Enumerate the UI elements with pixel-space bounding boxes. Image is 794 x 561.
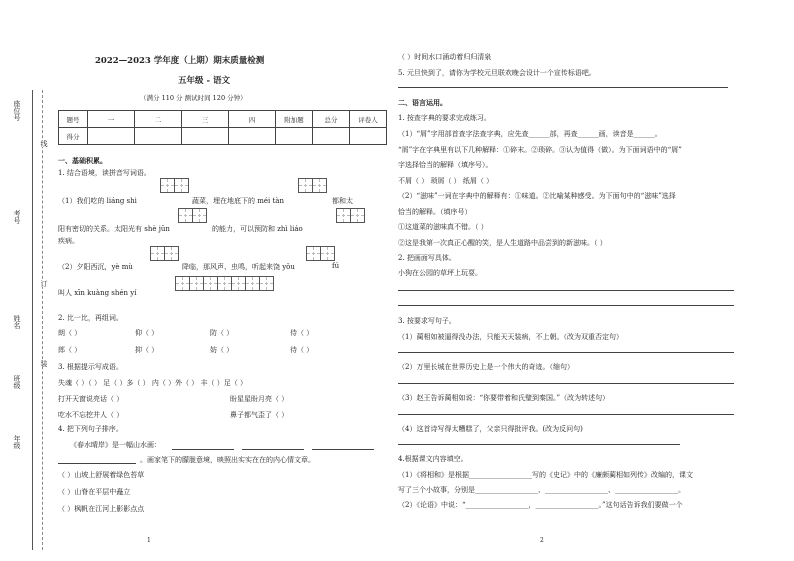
r3-answer-line-1[interactable] <box>398 352 734 353</box>
q1-line1a: （1）我们吃的 liáng shi <box>58 197 137 205</box>
q2-row2-a: 郎（ ） <box>58 346 82 354</box>
r2-answer-line-2[interactable] <box>398 305 734 306</box>
q4-blank-2[interactable] <box>242 449 304 450</box>
page-number-2: 2 <box>540 537 544 544</box>
q3-row2a: 打开天窗说亮话（ ） <box>58 395 124 403</box>
score-header-cell: 附加题 <box>276 111 313 128</box>
score-table <box>58 110 387 145</box>
q3-prompt: 3. 根据提示写成语。 <box>58 363 123 371</box>
r1-line1: （1）“屑”字用部首查字法查字典，应先查______部，再查______画，读音是______。 <box>398 130 662 138</box>
q2-row2-b: 抑（ ） <box>135 346 159 354</box>
score-input-cell[interactable] <box>276 128 313 145</box>
r3-q3: （3）赵王告诉蔺相如说：“你要带着和氏璧到秦国。”（改为转述句） <box>398 394 610 402</box>
pinyin-grid-yemu[interactable] <box>150 246 179 261</box>
q1-line2b: 的能力，可以预防和 zhì liáo <box>212 225 303 233</box>
score-input-cell[interactable] <box>350 128 387 145</box>
q4-line2: 。画家笔下的朦胧意境，映照出实实在在的内心情文章。 <box>140 456 315 464</box>
score-header-cell: 四 <box>229 111 276 128</box>
binding-char-ding: 订 <box>40 280 48 287</box>
q2-row1-d: 侍（ ） <box>290 329 314 337</box>
class-label: 班级 <box>13 375 21 389</box>
r2-answer-line-1[interactable] <box>398 290 734 291</box>
q3-row2b: 盼星星盼月亮（ ） <box>230 395 289 403</box>
score-header-cell: 三 <box>182 111 229 128</box>
r4-line3: （2）《论语》中说：“__________________，__________________。”这句话告诉我们要做一个 <box>398 501 683 509</box>
score-input-cell[interactable] <box>182 128 229 145</box>
score-input-cell[interactable] <box>135 128 182 145</box>
q1-line3: 疾病。 <box>58 237 79 245</box>
exam-number-label: 考号 <box>13 210 21 224</box>
slogan-answer-line[interactable] <box>398 87 728 88</box>
binding-char-xian: 线 <box>40 140 48 147</box>
section-1-heading: 一、基础积累。 <box>58 156 107 165</box>
binding-dashed-line <box>42 90 43 550</box>
q3-row1: 失魂（ ）（ ） 足（ ）多（ ） 内（ ）外（ ） 丰（ ）足（ ） <box>58 379 247 387</box>
r1-line7: ①这道菜的滋味真不错。（ ） <box>398 223 488 231</box>
pinyin-grid-liangshi[interactable] <box>160 178 189 193</box>
section-2-heading: 二、语言运用。 <box>398 98 447 107</box>
q1-line5: 叫人 xīn kuàng shén yí <box>58 289 137 297</box>
r1-line6: 恰当的解释。（填序号） <box>398 208 472 216</box>
r2-prompt: 2. 把画面写具体。 <box>398 254 456 262</box>
q4-blank-4[interactable] <box>58 463 136 464</box>
score-header-cell: 总分 <box>313 111 350 128</box>
margin-line <box>32 90 33 550</box>
page-number-1: 1 <box>147 537 151 544</box>
q1-line4b: 降临，那风声、虫鸣，听起来饶 yǒu <box>182 263 295 271</box>
q4-item-3: （ ）枫帆在江河上影影点点 <box>58 505 145 513</box>
r3-answer-line-2[interactable] <box>398 383 734 384</box>
score-row-label: 得分 <box>59 128 88 145</box>
r-top-item: （ ）时间水口涌动着归归清泉 <box>398 53 492 61</box>
score-header-cell: 题号 <box>59 111 88 128</box>
r1-prompt: 1. 按查字典的要求完成练习。 <box>398 114 491 122</box>
q4-item-2: （ ）山脊在平层中矗立 <box>58 488 131 496</box>
score-input-cell[interactable] <box>229 128 276 145</box>
r1-line2: “屑”字在字典里有以下几种解释：①碎末。②琐碎。③认为值得（做）。为下面词语中的“屑” <box>398 146 682 154</box>
r1-line3: 字选择恰当的解释（填序号）。 <box>398 161 493 169</box>
score-header-cell: 二 <box>135 111 182 128</box>
grade-label: 年级 <box>13 435 21 449</box>
pinyin-grid-xinkuangshenyi[interactable] <box>175 276 274 291</box>
exam-title: 2022—2023 学年度（上期）期末质量检测 <box>95 56 265 66</box>
q1-prompt: 1. 结合语境，读拼音写词语。 <box>58 169 151 177</box>
score-input-cell[interactable] <box>88 128 135 145</box>
r4-line1: （1）《将相和》是根据__________________写的《史记》中的《廉颇蔺相如列传》改编的，课文 <box>398 471 693 479</box>
q2-row1-a: 朗（ ） <box>58 329 82 337</box>
q4-line1: 《春水晴岸》是一幅山水画： <box>70 441 161 449</box>
q1-line1b: 蔬菜，埋在地底下的 méi tàn <box>192 197 284 205</box>
r3-answer-line-3[interactable] <box>398 414 734 415</box>
q1-line1c: 都和太 <box>332 197 353 205</box>
q2-row2-c: 妨（ ） <box>210 346 234 354</box>
r2-line1: 小狗在公园的草坪上玩耍。 <box>398 269 482 277</box>
score-header-cell: 评卷人 <box>350 111 387 128</box>
seat-label: 座位号 <box>13 100 21 121</box>
q3-row3a: 吃水不忘挖井人（ ） <box>58 411 124 419</box>
r3-prompt: 3. 按要求写句子。 <box>398 317 456 325</box>
r-q5-prompt: 5. 元旦快到了，请你为学校元旦联欢晚会设计一个宣传标语吧。 <box>398 69 596 77</box>
q2-prompt: 2. 比一比，再组词。 <box>58 314 123 322</box>
pinyin-grid-shejun[interactable] <box>178 208 207 223</box>
r1-line4: 不屑（ ） 琐屑（ ） 纸屑（ ） <box>398 177 494 185</box>
q1-line2a: 阳有密切的关系。太阳光有 shè jūn <box>58 225 170 233</box>
q1-line4c: fú <box>332 262 340 270</box>
name-label: 姓名 <box>13 315 21 329</box>
q2-row2-d: 待（ ） <box>290 346 314 354</box>
pinyin-grid-meitan[interactable] <box>298 178 327 193</box>
q2-row1-c: 防（ ） <box>210 329 234 337</box>
grade-subject: 五年级 - 语文 <box>178 76 230 86</box>
r1-line8: ②这是我第一次真正心醒的笑，是人生道路中品尝到的新滋味。（ ） <box>398 239 607 247</box>
q2-row1-b: 仰（ ） <box>135 329 159 337</box>
binding-char-zhuang: 装 <box>40 360 48 367</box>
r3-q1: （1）蔺相如被逼得没办法，只能天天装病，不上朝。（改为双重否定句） <box>398 333 623 341</box>
q3-row3b: 鼻子都气歪了（ ） <box>230 411 289 419</box>
q4-blank-3[interactable] <box>312 449 374 450</box>
pinyin-grid-yousou[interactable] <box>306 246 335 261</box>
r3-q4: （4）这首诗写得太糟糕了，父亲只得批评我。(改为反问句) <box>398 425 583 433</box>
r4-line2: 写了三个小故事，分别是__________________、__________________、__________________。 <box>398 486 685 494</box>
score-header-cell: 一 <box>88 111 135 128</box>
q4-blank-1[interactable] <box>172 449 234 450</box>
pinyin-grid-zhiliao[interactable] <box>336 208 365 223</box>
r3-q2: （2）万里长城在世界历史上是一个伟大的奇迹。（缩句） <box>398 363 574 371</box>
score-input-cell[interactable] <box>313 128 350 145</box>
q4-prompt: 4. 把下列句子排序。 <box>58 425 123 433</box>
r1-line5: （2）“滋味”一词在字典中的解释有：①味道。②比喻某种感受。为下面句中的“滋味”选择 <box>398 192 676 200</box>
exam-info: （满分 110 分 测试时间 120 分钟） <box>140 94 247 102</box>
q1-line4a: （2）夕阳西沉，yè mù <box>58 263 133 271</box>
r4-prompt: 4.根据课文内容填空。 <box>398 455 468 463</box>
r3-answer-line-4[interactable] <box>398 444 680 445</box>
q4-item-1: （ ）山坡上舒展着绿色苔草 <box>58 471 145 479</box>
